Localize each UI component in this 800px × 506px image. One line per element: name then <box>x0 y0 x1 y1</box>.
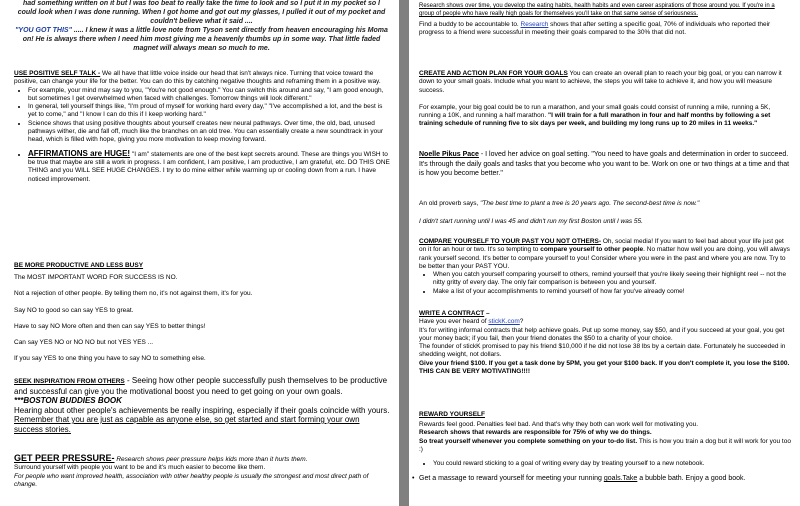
reward-list <box>419 460 791 468</box>
right-page <box>409 0 800 506</box>
stickk-link[interactable]: stickK.com <box>488 318 520 326</box>
find-buddy-text: Find a buddy to be accountable to. <box>419 21 521 28</box>
compare-list <box>419 271 791 296</box>
contract-line: Have you ever heard of <box>419 318 489 326</box>
plan-example-quote: "I will train for a full marathon in four and half months by following a set training schedule of running five to six days per week, and building my long runs up to 20 miles in 11 weeks." <box>419 112 771 128</box>
reward-last-text: to reward yourself for meeting your running <box>466 475 604 483</box>
noelle-section <box>419 150 791 179</box>
list-item <box>28 150 390 184</box>
plan-example: For example, your big goal could be to run a marathon, and your small goals could consist of running a mile, running a 5K, running a 10K, and running a half marathon. <box>419 103 771 120</box>
list-item: • You could reward sticking to a goal of writing every day by treating yourself to a new notebook. <box>433 460 791 468</box>
research-link[interactable]: Research <box>520 21 549 28</box>
massage-text: Get a massage <box>419 475 467 483</box>
peer-heading: GET PEER PRESSURE- <box>14 453 115 463</box>
productive-line: Not a rejection of other people. By telling them no, it's not against them, it's for you. <box>14 290 253 298</box>
peer-body-2: Surround yourself with people you want to be and it's much easier to become like them. <box>14 464 266 472</box>
productive-line: Can say YES NO or NO NO but not YES YES ... <box>14 339 154 347</box>
inspiration-heading: SEEK INSPIRATION FROM OTHERS <box>14 378 125 385</box>
contract-section <box>419 310 791 376</box>
plan-section <box>419 70 791 129</box>
plan-heading: CREATE AND ACTION PLAN FOR YOUR GOALS <box>419 70 568 77</box>
self-talk-list <box>14 87 390 145</box>
research-paragraph: Research shows over time, you develop the eating habits, health habits and even career aspirations of those around you. If you're in a group of people who have really high goals for themselves you'll take on that same sense of seriousness. <box>419 3 775 17</box>
reward-heading: REWARD YOURSELF <box>419 411 485 418</box>
productive-line: Say NO to good so can say YES to great. <box>14 306 134 314</box>
productive-section <box>14 262 390 364</box>
goals-take-text: goals.Take <box>603 475 638 483</box>
boston-buddies-book: ***BOSTON BUDDIES BOOK <box>14 396 122 405</box>
inspiration-section <box>14 376 390 434</box>
productive-line: The MOST IMPORTANT WORD FOR SUCCESS IS NO. <box>14 274 178 281</box>
inspiration-body: - Seeing how other people successfully push themselves to be productive and successful can give you the motivational boost you need to get going on your own goals. <box>14 376 388 396</box>
compare-section <box>419 238 791 296</box>
contract-heading-dash: – <box>484 310 490 317</box>
self-talk-heading: USE POSITIVE SELF TALK - <box>14 70 101 77</box>
productive-heading: BE MORE PRODUCTIVE AND LESS BUSY <box>14 262 144 269</box>
compare-body-bold: compare yourself to other people <box>540 246 644 254</box>
list-item: • When you catch yourself comparing yourself to others, remind yourself that you're likely seeing their highlight reel -- not the nitty gritty of every day. The only fair comparison is between you and yourself. <box>433 271 791 288</box>
affirmations-heading: AFFIRMATIONS are HUGE! <box>28 148 131 158</box>
proverb-section <box>419 200 791 227</box>
contract-heading: WRITE A CONTRACT <box>419 310 485 317</box>
you-got-this-quote: "YOU GOT THIS" <box>15 27 72 35</box>
productive-line: Have to say NO More often and then can say YES to better things! <box>14 322 206 330</box>
contract-line: Give your friend $100. If you get a task done by 5PM, you get your $100 back. If you don't complete it, you lose the $100. THIS CAN BE VERY MOTIVATING!!!! <box>419 359 790 376</box>
productive-line: If you say YES to one thing you have to say NO to something else. <box>14 355 206 363</box>
peer-body: Research shows peer pressure helps kids more than it hurts them. <box>114 456 308 463</box>
proverb-note: I didn't start running until I was 45 and didn't run my first Boston until I was 55. <box>419 218 643 226</box>
contract-line: The founder of stickK promised to pay his friend $10,000 if he did not lose 38 lbs by a certain date. Fortunately he succeeded in shedding weight, not dollars. <box>419 343 786 359</box>
reward-section <box>412 411 791 484</box>
reward-line: Research shows that rewards are responsible for 75% of why we do things. <box>419 429 652 437</box>
story-text: had something written on it but I was too beat to really take the time to look and so I put it in my pocket so I could look when I was done running. When I got home and got out my glasses, I pulled it out of my pocket and couldn't believe what it said .... <box>17 0 386 25</box>
list-item: • In general, tell yourself things like, "I'm proud of myself for working hard every day," "I've accomplished a lot, and the best is yet to come," and "I know I can do this if I keep working hard." <box>28 103 390 120</box>
find-buddy-rest: shows that after setting a specific goal, 70% of individuals who reported their progress to a friend were successful in meeting their goals compared to the 30% that did not. <box>419 21 771 37</box>
list-item: • Science shows that using positive thoughts about yourself creates new neural pathways. Over time, the old, bad, unused pathways wither, die and fall off, much like the branches on an old tree. You can essentially create a new soundtrack in your head, which is filled with hope, giving you more motivation to keep moving forward. <box>28 120 390 145</box>
reward-line-rest: This is how you train a dog but it will work for you too :) <box>419 437 791 453</box>
peer-body-3: For people who want improved health, association with other healthy people is usually the strongest and most direct path of change. <box>14 472 369 488</box>
noelle-name: Noelle Pikus Pace <box>419 151 479 158</box>
story-quote-text: ..... I knew it was a little love note from Tyson sent directly from heaven encouraging his Moma on! He is always there when I need him most giving me a heavenly thumbs up in some way. That little faded magnet will always mean so much to me. <box>22 27 388 52</box>
self-talk-section <box>14 70 390 184</box>
list-item: • For example, your mind may say to you, "You're not good enough." You can switch this around and say, "I am good enough, but sometimes I get overwhelmed when faced with challenges. Tomorrow things will look different." <box>28 87 390 104</box>
book-body-underlined: Remember that you are just as capable as anyone else, so get started and start forming your own success stories. <box>14 415 360 434</box>
list-item: • Make a list of your accomplishments to remind yourself of how far you've already come! <box>433 288 791 296</box>
self-talk-body: We all have that little voice inside our head that isn't always nice. Turning that voice toward the positive, can change your life for the better. You can do this by catching negative thoughts and reframing them in a positive way. <box>14 70 381 86</box>
reward-line: Rewards feel good. Penalties feel bad. And that's why they both can work well for motivating you. <box>419 421 699 428</box>
left-page <box>0 0 399 506</box>
bullet-icon: • <box>412 475 415 483</box>
affirmations-list <box>14 150 390 184</box>
contract-line: It's for writing informal contracts that help achieve goals. Put up some money, say $50, and if you succeed at your goal, you get your money back; if you fail, then your friend donates the $50 to a charity of your choice. <box>419 326 785 342</box>
book-body: Hearing about other people's achievements be really inspiring, especially if their goals coincide with yours. <box>14 405 390 415</box>
contract-line-end: ? <box>519 318 524 326</box>
reward-last-end: a bubble bath. Enjoy a good book. <box>637 475 746 483</box>
story-quote <box>14 27 389 53</box>
peer-section <box>14 454 390 489</box>
affirmations-body: "I am" statements are one of the best kept secrets around. These are things you WISH to be true that maybe are still a work in progress. I am confident, I am positive, I am productive, I am grateful, etc. DO THIS ONE THING and you WILL SEE HUGE CHANGES. I try to do mine either while warming up or cooling down from a run. I have noticed improvement. <box>28 150 390 183</box>
plan-body: You can create an overall plan to reach your big goal, or you can narrow it down to your small goals. Include what you want to achieve, the steps you will take to achieve it, and how you will measure success. <box>419 70 782 94</box>
noelle-body: - I loved her advice on goal setting. "You need to have goals and determination in order to succeed. It's through the daily goals and tasks that you become who you want to be. Work on one or two things at a time and that is how you become better." <box>419 151 790 177</box>
reward-last-line <box>412 475 791 484</box>
compare-body: Oh, social media! If you want to feel bad about your life just get on it for an hour or two. It's so tempting to <box>419 238 784 254</box>
reward-line-bold: So treat yourself whenever you complete something on your to-do list. <box>419 437 638 445</box>
compare-body-rest: . No matter how well you are doing, you will always rank yourself second. It's better to compare yourself to you! Consider where you were in the past and where you are now. Try to be better than your PAST YOU. <box>419 246 790 270</box>
proverb-intro: An old proverb says, <box>419 200 481 207</box>
compare-heading: COMPARE YOURSELF TO YOUR PAST YOU NOT OTHERS- <box>419 238 602 245</box>
proverb-quote: "The best time to plant a tree is 20 years ago. The second-best time is now." <box>480 200 700 207</box>
